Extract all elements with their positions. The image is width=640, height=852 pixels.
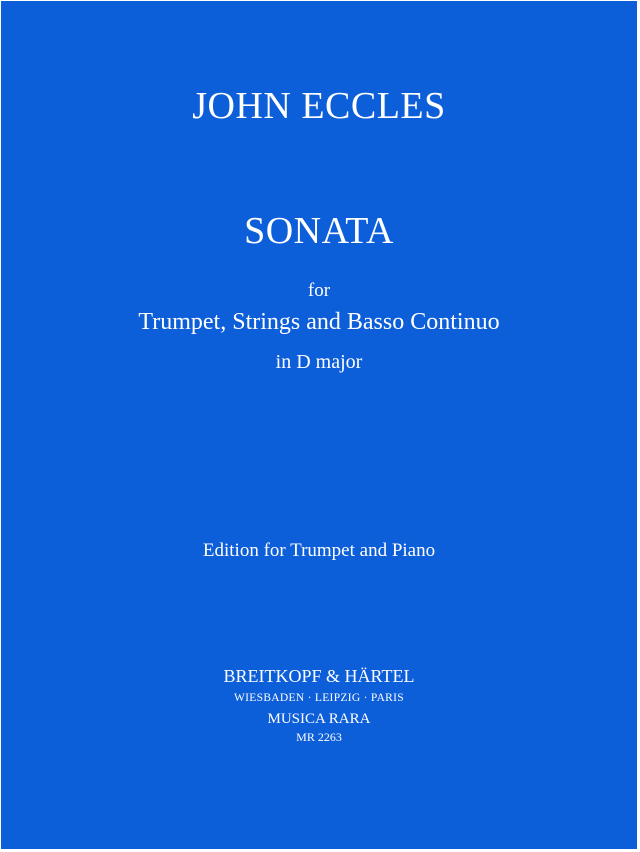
imprint-name: MUSICA RARA [267,711,371,727]
score-cover [1,1,637,849]
work-title: SONATA [244,210,394,252]
publisher-cities: WIESBADEN · LEIPZIG · PARIS [234,692,404,704]
composer-name: JOHN ECCLES [192,85,446,127]
instrumentation: Trumpet, Strings and Basso Continuo [138,309,500,335]
catalog-number: MR 2263 [296,730,342,744]
for-text: for [307,280,331,301]
key-signature: in D major [275,351,363,373]
edition-note: Edition for Trumpet and Piano [202,540,436,561]
publisher-name: BREITKOPF & HÄRTEL [223,666,415,686]
